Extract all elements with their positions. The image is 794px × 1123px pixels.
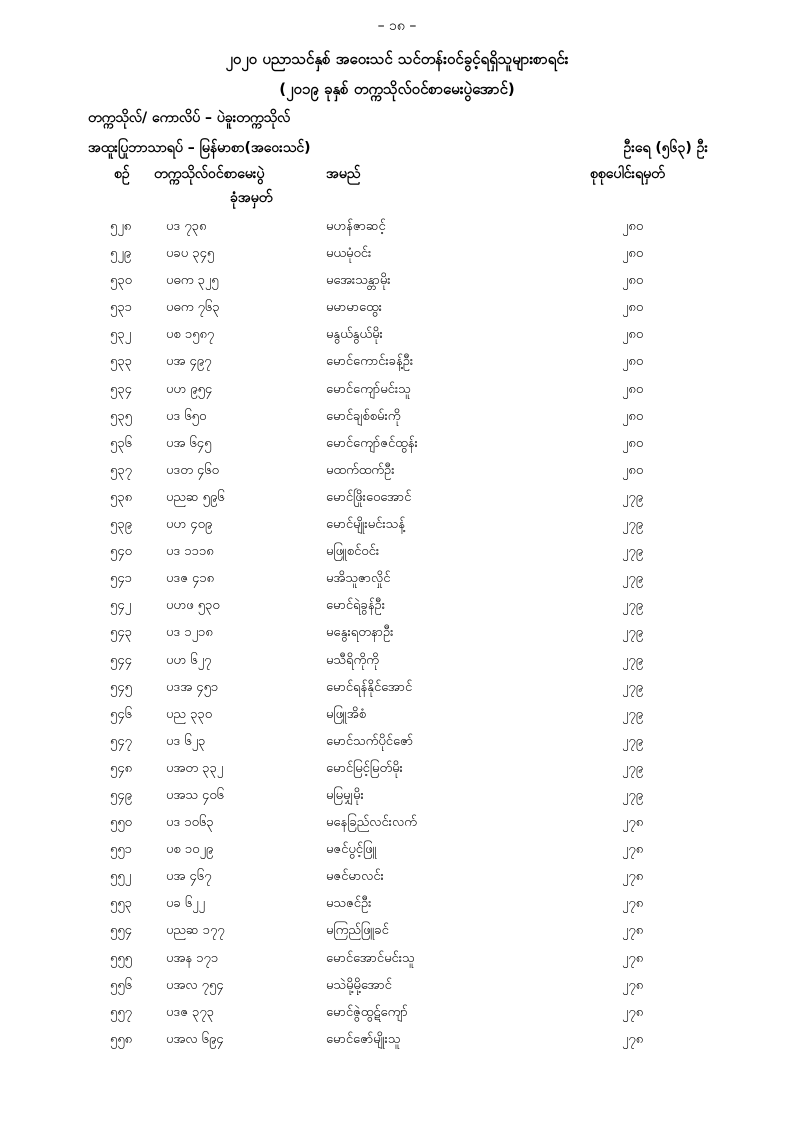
row-number: ၅၅၀ — [110, 815, 132, 831]
row-name: မသဇင်ဦး — [326, 896, 372, 912]
row-total-mark: ၂၇၉ — [622, 598, 644, 614]
row-name: မကြည်ဖြူခင် — [326, 923, 389, 939]
row-total-mark: ၂၈၀ — [622, 219, 644, 234]
row-total-mark: ၂၇၉ — [622, 760, 644, 776]
row-number: ၅၄၁ — [110, 571, 132, 587]
table-row — [0, 516, 794, 543]
row-roll-number: ပဒတ ၄၆၀ — [166, 462, 219, 478]
table-row — [0, 733, 794, 760]
row-name: မမြမျှမိုး — [326, 787, 364, 803]
row-name: မောင်သက်ပိုင်ဇော် — [326, 733, 414, 749]
major-row — [88, 138, 708, 159]
table-row — [0, 299, 794, 326]
row-roll-number: ပဓက ၃၂၅ — [166, 273, 219, 289]
row-number: ၅၅၄ — [110, 923, 132, 939]
row-number: ၅၃၄ — [110, 381, 132, 397]
row-roll-number: ပဒ ၁၀၆၃ — [166, 815, 214, 831]
row-total-mark: ၂၇၉ — [622, 571, 644, 587]
row-total-mark: ၂၈၀ — [622, 246, 644, 262]
header-mark: စုစုပေါင်းရမှတ် — [590, 166, 665, 182]
row-number: ၅၃၁ — [110, 300, 132, 316]
row-number: ၅၃၀ — [110, 273, 132, 289]
row-roll-number: ပဟ ၄၀၉ — [166, 517, 213, 533]
row-roll-number: ပခပ ၃၄၅ — [166, 246, 215, 262]
row-total-mark: ၂၈၀ — [622, 300, 644, 316]
table-row — [0, 489, 794, 516]
university-label: တက္ကသိုလ်/ ကောလိပ် – ပဲခူးတက္ကသိုလ် — [88, 110, 291, 126]
row-name: မမာမာထွေး — [326, 300, 382, 316]
row-name: မောင်ချစ်စမ်းကို — [326, 408, 401, 424]
table-row — [0, 381, 794, 408]
row-total-mark: ၂၇၉ — [622, 706, 644, 722]
row-name: မယမုံဝင်း — [326, 246, 372, 262]
row-roll-number: ပစ ၁၅၈၇ — [166, 327, 215, 343]
row-total-mark: ၂၇၉ — [622, 733, 644, 749]
row-total-mark: ၂၇၈ — [622, 815, 644, 831]
row-roll-number: ပအလ ၆၉၄ — [166, 1031, 224, 1047]
results-table — [0, 218, 794, 1058]
row-number: ၅၄၈ — [110, 760, 133, 776]
row-roll-number: ပအန ၁၇၁ — [166, 950, 219, 966]
table-row — [0, 435, 794, 462]
table-row — [0, 543, 794, 570]
table-row — [0, 977, 794, 1004]
row-name: မောင်ကျော်မင်းသူ — [326, 381, 411, 397]
row-number: ၅၅၅ — [110, 950, 132, 966]
row-name: မဟန်ဇာဆင့် — [326, 219, 386, 234]
table-row — [0, 408, 794, 435]
row-total-mark: ၂၇၉ — [622, 544, 644, 560]
row-roll-number: ပအ ၄၆၇ — [166, 869, 212, 885]
row-roll-number: ပဒအ ၄၅၁ — [166, 679, 219, 695]
row-name: မထက်ထက်ဦး — [326, 462, 395, 478]
row-total-mark: ၂၇၈ — [622, 1031, 644, 1047]
row-total-mark: ၂၇၉ — [622, 517, 644, 533]
row-number: ၅၄၀ — [110, 544, 132, 560]
row-number: ၅၃၇ — [110, 462, 132, 478]
table-row — [0, 462, 794, 489]
row-total-mark: ၂၈၀ — [622, 435, 644, 451]
row-total-mark: ၂၇၉ — [622, 489, 644, 505]
row-total-mark: ၂၇၉ — [622, 652, 644, 668]
table-row — [0, 597, 794, 624]
table-row — [0, 624, 794, 651]
table-row — [0, 868, 794, 895]
table-row — [0, 326, 794, 353]
table-row — [0, 760, 794, 787]
row-total-mark: ၂၇၈ — [622, 923, 644, 939]
row-number: ၅၅၈ — [110, 1031, 133, 1047]
table-row — [0, 245, 794, 272]
row-roll-number: ပဒဇ ၄၁၈ — [166, 571, 215, 587]
row-name: မအိသူဇာလှိုင် — [326, 571, 391, 587]
table-row — [0, 841, 794, 868]
row-roll-number: ပဟ ၆၂၇ — [166, 652, 212, 668]
row-total-mark: ၂၇၈ — [622, 977, 644, 993]
row-number: ၅၄၂ — [110, 598, 132, 614]
row-roll-number: ပအ ၆၄၅ — [166, 435, 212, 451]
table-row — [0, 706, 794, 733]
header-name: အမည် — [326, 166, 361, 182]
row-roll-number: ပအတ ၃၃၂ — [166, 760, 224, 776]
row-total-mark: ၂၇၈ — [622, 869, 644, 885]
row-roll-number: ပအလ ၇၅၄ — [166, 977, 224, 993]
row-total-mark: ၂၇၈ — [622, 896, 644, 912]
table-row — [0, 652, 794, 679]
table-row — [0, 1004, 794, 1031]
row-name: မောင်ဇွဲထွဋ်ကျော် — [326, 1004, 408, 1020]
row-roll-number: ပခ ၆၂၂ — [166, 896, 205, 912]
row-roll-number: ပဓက ၇၆၃ — [166, 300, 220, 316]
row-total-mark: ၂၇၉ — [622, 625, 644, 641]
row-name: မအေးသန္တာမိုး — [326, 273, 391, 289]
row-total-mark: ၂၇၉ — [622, 787, 644, 803]
row-roll-number: ပဒ ၆၅၀ — [166, 408, 207, 424]
row-name: မောင်ရန်နိုင်အောင် — [326, 679, 413, 695]
row-roll-number: ပဟ ၉၅၄ — [166, 381, 213, 397]
row-roll-number: ပဟဖ ၅၃၀ — [166, 598, 220, 614]
header-no: စဉ် — [114, 166, 130, 182]
header-roll-line2: ခုံအမှတ် — [230, 190, 273, 206]
row-roll-number: ပဒဇ ၃၇၃ — [166, 1004, 214, 1020]
row-name: မဇင်မာလင်း — [326, 869, 384, 885]
row-roll-number: ပည ၃၃၀ — [166, 706, 213, 722]
row-total-mark: ၂၈၀ — [622, 408, 644, 424]
row-name: မနေခြည်လင်းလက် — [326, 815, 417, 831]
table-row — [0, 950, 794, 977]
row-roll-number: ပဒ ၇၃၈ — [166, 219, 207, 234]
row-total-mark: ၂၈၀ — [622, 381, 644, 397]
table-row — [0, 272, 794, 299]
row-name: မနွယ်နွယ်မိုး — [326, 327, 383, 343]
row-number: ၅၃၈ — [110, 489, 133, 505]
row-roll-number: ပညဆ ၅၉၆ — [166, 489, 225, 505]
table-row — [0, 218, 794, 245]
row-roll-number: ပစ ၁၀၂၉ — [166, 842, 214, 858]
row-number: ၅၄၄ — [110, 652, 132, 668]
row-total-mark: ၂၈၀ — [622, 273, 644, 289]
row-number: ၅၃၆ — [110, 435, 132, 451]
total-count: ဦးရေ (၅၆၃) ဦး — [623, 140, 708, 156]
row-number: ၅၂၉ — [110, 246, 132, 262]
row-name: မောင်ဖြိုးဝေအောင် — [326, 489, 412, 505]
row-number: ၅၄၉ — [110, 787, 132, 803]
row-number: ၅၅၁ — [110, 842, 132, 858]
page-number: – ၁၈ – — [377, 18, 417, 34]
row-name: မောင်အောင်မင်းသူ — [326, 950, 415, 966]
row-number: ၅၅၇ — [110, 1004, 132, 1020]
row-number: ၅၅၃ — [110, 896, 132, 912]
row-name: မဖြူစင်ဝင်း — [326, 544, 380, 560]
row-total-mark: ၂၇၈ — [622, 842, 644, 858]
row-roll-number: ပညဆ ၁၇၇ — [166, 923, 225, 939]
table-row — [0, 814, 794, 841]
row-total-mark: ၂၈၀ — [622, 354, 644, 370]
row-roll-number: ပဒ ၆၂၃ — [166, 733, 206, 749]
row-number: ၅၂၈ — [110, 219, 132, 234]
row-total-mark: ၂၈၀ — [622, 327, 644, 343]
table-row — [0, 353, 794, 380]
row-number: ၅၄၆ — [110, 706, 132, 722]
row-name: မောင်မျိုးမင်းသန့် — [326, 517, 405, 533]
row-name: မောင်ကောင်းခန့်ဦး — [326, 354, 414, 370]
table-row — [0, 895, 794, 922]
row-number: ၅၃၂ — [110, 327, 132, 343]
table-row — [0, 679, 794, 706]
row-name: မဖြူအိစံ — [326, 706, 367, 722]
row-total-mark: ၂၇၈ — [622, 1004, 644, 1020]
table-row — [0, 1031, 794, 1058]
header-roll: တက္ကသိုလ်ဝင်စာမေးပွဲ — [154, 166, 265, 182]
row-number: ၅၃၅ — [110, 408, 132, 424]
document-title: ၂၀၂၀ ပညာသင်နှစ် အဝေးသင် သင်တန်းဝင်ခွင့်ရရှိသူများစာရင်း — [225, 50, 569, 68]
document-subtitle: (၂၀၁၉ ခုနှစ် တက္ကသိုလ်ဝင်စာမေးပွဲအောင်) — [279, 80, 515, 98]
row-total-mark: ၂၈၀ — [622, 462, 644, 478]
row-name: မောင်ရဲခွန်ဦး — [326, 598, 386, 614]
row-number: ၅၄၇ — [110, 733, 132, 749]
row-name: မောင်ကျော်ဇင်ထွန်း — [326, 435, 418, 451]
row-name: မောင်မြင့်မြတ်မိုး — [326, 760, 403, 776]
row-roll-number: ပအ ၄၉၇ — [166, 354, 212, 370]
row-number: ၅၄၅ — [110, 679, 132, 695]
row-total-mark: ၂၇၈ — [622, 950, 644, 966]
major-label: အထူးပြုဘာသာရပ် – မြန်မာစာ(အဝေးသင်) — [88, 140, 311, 156]
row-name: မနွေးရတနာဦး — [326, 625, 394, 641]
row-total-mark: ၂၇၉ — [622, 679, 644, 695]
row-name: မဇင်ပွင့်ဖြူ — [326, 842, 377, 858]
row-number: ၅၃၃ — [110, 354, 132, 370]
row-number: ၅၅၂ — [110, 869, 132, 885]
row-number: ၅၄၃ — [110, 625, 132, 641]
row-roll-number: ပဒ ၁၂၁၈ — [166, 625, 213, 641]
row-name: မသီရိကိုကို — [326, 652, 379, 668]
table-row — [0, 787, 794, 814]
row-number: ၅၃၉ — [110, 517, 132, 533]
row-name: မသဲမို့မို့အောင် — [326, 977, 392, 993]
table-row — [0, 922, 794, 949]
row-roll-number: ပအသ ၄၀၆ — [166, 787, 224, 803]
row-name: မောင်ဇော်မျိုးသူ — [326, 1031, 401, 1047]
table-row — [0, 570, 794, 597]
row-number: ၅၅၆ — [110, 977, 132, 993]
row-roll-number: ပဒ ၁၁၁၈ — [166, 544, 214, 560]
